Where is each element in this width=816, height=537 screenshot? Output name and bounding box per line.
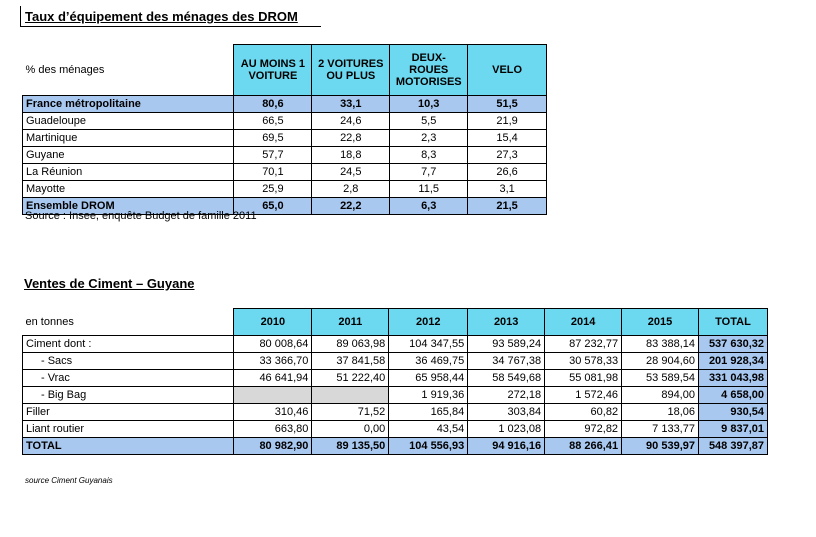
- table-cell: 53 589,54: [622, 370, 699, 387]
- table1-source: Source : Insee, enquête Budget de famille 2011: [25, 210, 257, 222]
- table-cell: 58 549,68: [468, 370, 545, 387]
- table-cell: 33,1: [312, 96, 390, 113]
- table-cell: 5,5: [390, 113, 468, 130]
- row-total-cell: 201 928,34: [698, 353, 767, 370]
- row-label: - Vrac: [23, 370, 234, 387]
- table-cell: 1 572,46: [545, 387, 622, 404]
- table-cell: 89 135,50: [312, 438, 389, 455]
- table-cell: 46 641,94: [234, 370, 312, 387]
- table-row: [23, 353, 768, 370]
- table-row: [23, 336, 768, 353]
- table1-title: Taux d’équipement des ménages des DROM: [25, 9, 298, 24]
- table-cell: 104 556,93: [389, 438, 468, 455]
- table-cell: 303,84: [468, 404, 545, 421]
- table-cell: 89 063,98: [312, 336, 389, 353]
- table-cell: 2,8: [312, 181, 390, 198]
- table1-header: 2 VOITURES OU PLUS: [312, 45, 390, 96]
- table1-header: VELO: [468, 45, 547, 96]
- table-cell: 57,7: [234, 147, 312, 164]
- table-cell: 3,1: [468, 181, 547, 198]
- table-cell: 165,84: [389, 404, 468, 421]
- table-row: [23, 387, 768, 404]
- table-cell: 7 133,77: [622, 421, 699, 438]
- table-cell: 894,00: [622, 387, 699, 404]
- table-cell: 18,06: [622, 404, 699, 421]
- table2-header: TOTAL: [698, 309, 767, 336]
- table1-header: AU MOINS 1 VOITURE: [234, 45, 312, 96]
- table-cell: 30 578,33: [545, 353, 622, 370]
- table-row: [23, 113, 547, 130]
- table-row: [23, 147, 547, 164]
- table-cell: 69,5: [234, 130, 312, 147]
- table-cell: 22,2: [312, 198, 390, 215]
- table-cell: 70,1: [234, 164, 312, 181]
- table1-header: DEUX-ROUES MOTORISES: [390, 45, 468, 96]
- table-cell: 1 919,36: [389, 387, 468, 404]
- table-cell: 43,54: [389, 421, 468, 438]
- row-total-cell: 548 397,87: [698, 438, 767, 455]
- row-label: Ciment dont :: [23, 336, 234, 353]
- table-row: [23, 438, 768, 455]
- table-cell: 33 366,70: [234, 353, 312, 370]
- table-cell: 972,82: [545, 421, 622, 438]
- table-row: [23, 164, 547, 181]
- table-cell: 2,3: [390, 130, 468, 147]
- table2-header: 2014: [545, 309, 622, 336]
- table-cell: 93 589,24: [468, 336, 545, 353]
- table-cell: 0,00: [312, 421, 389, 438]
- table-cell: 34 767,38: [468, 353, 545, 370]
- table-cell: 15,4: [468, 130, 547, 147]
- table-row: [23, 404, 768, 421]
- row-total-cell: 331 043,98: [698, 370, 767, 387]
- table2-header: 2011: [312, 309, 389, 336]
- table-cell: 1 023,08: [468, 421, 545, 438]
- table-cell: 21,5: [468, 198, 547, 215]
- table-row: [23, 130, 547, 147]
- table-cell: 28 904,60: [622, 353, 699, 370]
- table-cell: 94 916,16: [468, 438, 545, 455]
- table2-corner-label: en tonnes: [25, 315, 74, 328]
- row-total-cell: 930,54: [698, 404, 767, 421]
- table-row: [23, 96, 547, 113]
- table-cell: 310,46: [234, 404, 312, 421]
- table2-source: source Ciment Guyanais: [25, 476, 113, 485]
- row-label: Ensemble DROM: [23, 198, 234, 215]
- table-cell: 24,5: [312, 164, 390, 181]
- table-cell: 37 841,58: [312, 353, 389, 370]
- table-row: [23, 181, 547, 198]
- table-cell: 7,7: [390, 164, 468, 181]
- table-cell: 663,80: [234, 421, 312, 438]
- table-cell: 51 222,40: [312, 370, 389, 387]
- table-cell: 104 347,55: [389, 336, 468, 353]
- table-cell: 36 469,75: [389, 353, 468, 370]
- table-cell: 65 958,44: [389, 370, 468, 387]
- table-cell: 88 266,41: [545, 438, 622, 455]
- table-cell: 83 388,14: [622, 336, 699, 353]
- table2-header: 2015: [622, 309, 699, 336]
- row-label: Filler: [23, 404, 234, 421]
- table-cell: [234, 387, 312, 404]
- table1-corner-label: % des ménages: [25, 63, 105, 76]
- table-cell: 80 008,64: [234, 336, 312, 353]
- row-label: Guyane: [23, 147, 234, 164]
- table-cell: 71,52: [312, 404, 389, 421]
- row-label: France métropolitaine: [23, 96, 234, 113]
- row-label: TOTAL: [23, 438, 234, 455]
- table-cell: 80,6: [234, 96, 312, 113]
- row-total-cell: 537 630,32: [698, 336, 767, 353]
- row-label: Martinique: [23, 130, 234, 147]
- table-cell: 66,5: [234, 113, 312, 130]
- table-cell: 6,3: [390, 198, 468, 215]
- table-cell: 22,8: [312, 130, 390, 147]
- row-label: - Big Bag: [23, 387, 234, 404]
- row-label: - Sacs: [23, 353, 234, 370]
- table-cell: 27,3: [468, 147, 547, 164]
- row-label: Mayotte: [23, 181, 234, 198]
- row-label: Liant routier: [23, 421, 234, 438]
- table-row: [23, 370, 768, 387]
- table-cell: 65,0: [234, 198, 312, 215]
- table2-title: Ventes de Ciment – Guyane: [24, 276, 195, 291]
- table-cell: 51,5: [468, 96, 547, 113]
- table-cell: 90 539,97: [622, 438, 699, 455]
- row-total-cell: 9 837,01: [698, 421, 767, 438]
- table-cell: 18,8: [312, 147, 390, 164]
- table-cell: 11,5: [390, 181, 468, 198]
- table-cell: 10,3: [390, 96, 468, 113]
- table-cell: 60,82: [545, 404, 622, 421]
- table-cell: 21,9: [468, 113, 547, 130]
- table-cell: 55 081,98: [545, 370, 622, 387]
- table-cell: 26,6: [468, 164, 547, 181]
- table-cell: 24,6: [312, 113, 390, 130]
- table2-header: 2013: [468, 309, 545, 336]
- table-row: [23, 421, 768, 438]
- row-label: Guadeloupe: [23, 113, 234, 130]
- table2-header: 2012: [389, 309, 468, 336]
- table-cell: [312, 387, 389, 404]
- table-cell: 80 982,90: [234, 438, 312, 455]
- household-equipment-table: [22, 44, 547, 215]
- row-total-cell: 4 658,00: [698, 387, 767, 404]
- cement-sales-table: [22, 308, 768, 455]
- table-cell: 272,18: [468, 387, 545, 404]
- table-cell: 87 232,77: [545, 336, 622, 353]
- table2-header: 2010: [234, 309, 312, 336]
- row-label: La Réunion: [23, 164, 234, 181]
- table-cell: 25,9: [234, 181, 312, 198]
- table-cell: 8,3: [390, 147, 468, 164]
